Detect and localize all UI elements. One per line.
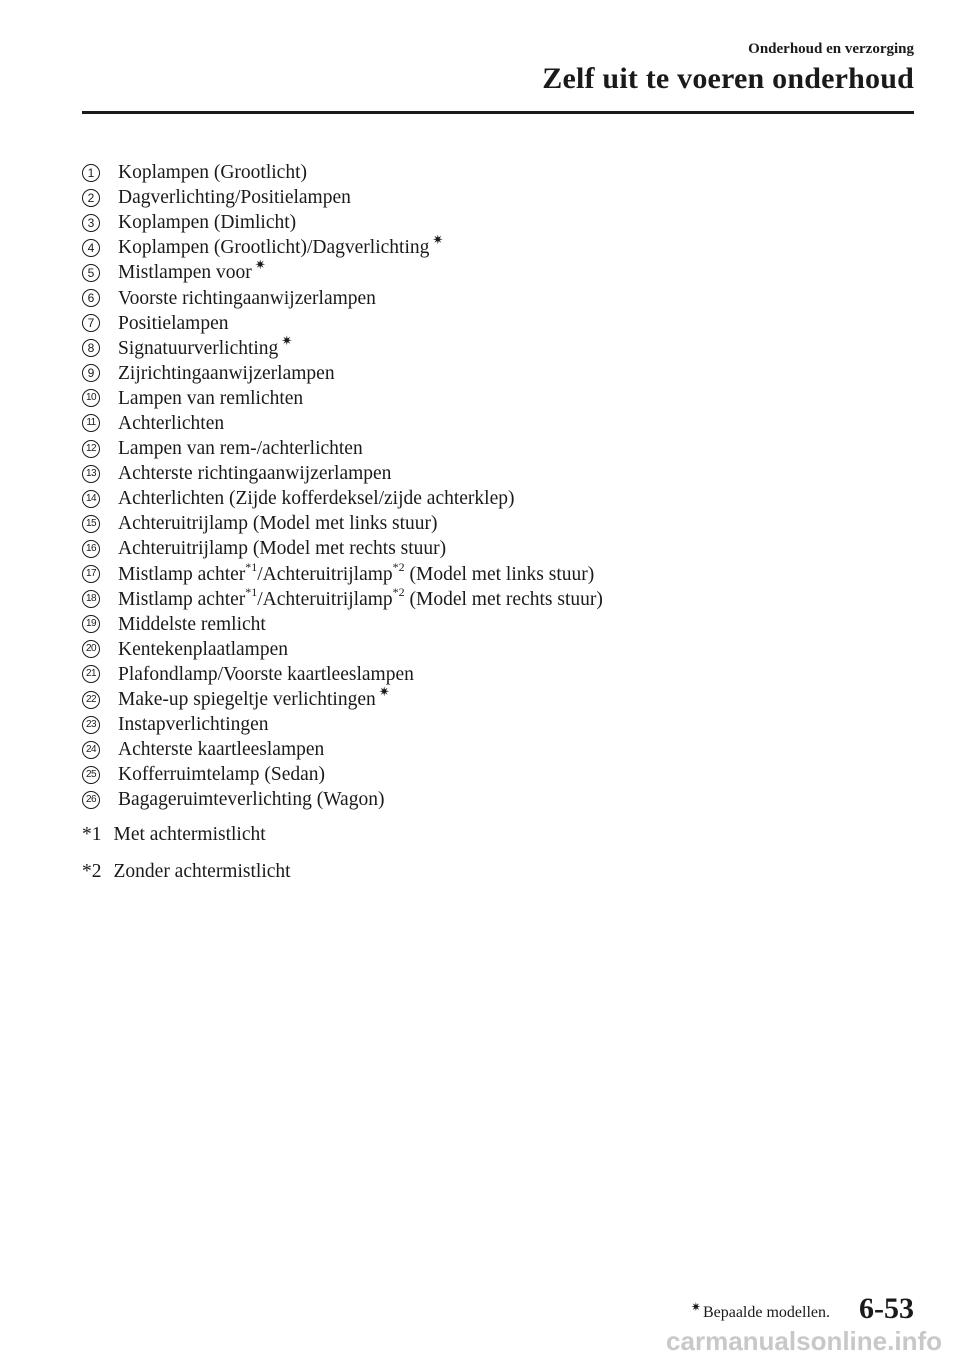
legend-item-label: [118, 662, 414, 687]
legend-item: [82, 687, 603, 712]
legend-item: [82, 461, 603, 486]
legend-item: [82, 762, 603, 787]
legend-item: [82, 260, 603, 285]
circled-number-icon: 13: [82, 465, 100, 483]
legend-item: [82, 386, 603, 411]
legend-item-text: Positielampen: [118, 312, 229, 334]
legend-item-label: [118, 486, 515, 511]
asterisk-icon: ✷: [254, 258, 266, 274]
asterisk-icon: ✷: [378, 685, 390, 701]
legend-item-label: [118, 511, 438, 536]
legend-item: [82, 160, 603, 185]
legend-item-text: Achterlichten (Zijde kofferdeksel/zijde achterklep): [118, 488, 515, 510]
footnote-key: *1: [82, 824, 102, 845]
legend-item: [82, 436, 603, 461]
circled-number-icon: 3: [82, 214, 100, 232]
legend-item: [82, 536, 603, 561]
circled-number-icon: 18: [82, 590, 100, 608]
legend-item-label: [118, 436, 363, 461]
footnote-marker: *1: [245, 559, 258, 574]
legend-item-text: Achterste richtingaanwijzerlampen: [118, 463, 392, 485]
circled-number-icon: 21: [82, 665, 100, 683]
footnote-text: Met achtermistlicht: [113, 824, 266, 845]
legend-item-text: Lampen van remlichten: [118, 387, 304, 409]
circled-number-icon: 5: [82, 264, 100, 282]
legend-item-text: Mistlamp achter: [118, 588, 246, 610]
circled-number-icon: 6: [82, 289, 100, 307]
circled-number-icon: 15: [82, 515, 100, 533]
legend-item-label: [118, 311, 229, 336]
legend-item-label: [118, 536, 446, 561]
footnote-text: Zonder achtermistlicht: [113, 861, 291, 882]
circled-number-icon: 25: [82, 766, 100, 784]
legend-item-text: Mistlamp achter: [118, 563, 246, 585]
circled-number-icon: 17: [82, 565, 100, 583]
legend-item-label: [118, 737, 324, 762]
legend-item-text: Instapverlichtingen: [118, 714, 269, 736]
legend-item-label: [118, 160, 307, 185]
footnote-key: *2: [82, 861, 102, 882]
circled-number-icon: 8: [82, 339, 100, 357]
legend-item-text: Kentekenplaatlampen: [118, 638, 289, 660]
circled-number-icon: 9: [82, 364, 100, 382]
legend-item: [82, 285, 603, 310]
asterisk-icon: ✷: [281, 333, 293, 349]
legend-item-label: [118, 210, 296, 235]
legend-item-text: /Achteruitrijlamp: [257, 588, 393, 610]
asterisk-icon: ✷: [432, 233, 444, 249]
legend-item: [82, 559, 603, 587]
legend-item: [82, 235, 603, 260]
legend-item-text: Voorste richtingaanwijzerlampen: [118, 287, 376, 309]
page-header: [80, 40, 914, 96]
legend-item: [82, 361, 603, 386]
legend-item-text: (Model met links stuur): [404, 563, 595, 585]
legend-item-text: Koplampen (Grootlicht): [118, 162, 307, 184]
circled-number-icon: 10: [82, 389, 100, 407]
legend-item-label: [118, 584, 603, 612]
header-divider: [82, 111, 914, 114]
circled-number-icon: 7: [82, 314, 100, 332]
footnote-marker: *1: [245, 584, 258, 599]
section-title: Onderhoud en verzorging: [748, 41, 914, 57]
legend-item-text: Achterste kaartleeslampen: [118, 739, 325, 761]
legend-item: [82, 333, 603, 361]
legend-item-text: Bagageruimteverlichting (Wagon): [118, 789, 385, 811]
legend-item-label: [118, 333, 293, 361]
legend-item-text: Make-up spiegeltje verlichtingen: [118, 689, 376, 711]
legend-item-text: Signatuurverlichting: [118, 337, 279, 359]
legend-item-text: Koplampen (Dimlicht): [118, 212, 297, 234]
circled-number-icon: 14: [82, 490, 100, 508]
legend-item: [82, 486, 603, 511]
circled-number-icon: 26: [82, 791, 100, 809]
footnote: [82, 820, 291, 857]
legend-item-label: [118, 787, 384, 812]
legend-item-text: (Model met rechts stuur): [404, 588, 603, 610]
legend-item-label: [118, 762, 325, 787]
footnotes: [82, 820, 291, 894]
circled-number-icon: 4: [82, 239, 100, 257]
legend-item-label: [118, 637, 288, 662]
footer-note: [690, 1300, 830, 1322]
circled-number-icon: 2: [82, 189, 100, 207]
legend-item-text: Achterlichten: [118, 412, 225, 434]
footnote-marker: *2: [392, 584, 405, 599]
legend-item: [82, 210, 603, 235]
legend-item: [82, 737, 603, 762]
legend-item-text: Dagverlichting/Positielampen: [118, 187, 351, 209]
legend-item: [82, 185, 603, 210]
legend-item-label: [118, 185, 351, 210]
page-number: 6-53: [859, 1292, 914, 1325]
legend-item: [82, 637, 603, 662]
legend-item-text: Kofferruimtelamp (Sedan): [118, 764, 326, 786]
circled-number-icon: 22: [82, 691, 100, 709]
legend-item-text: Middelste remlicht: [118, 613, 266, 635]
legend-item-label: [118, 712, 269, 737]
legend-item-label: [118, 461, 391, 486]
legend-item-label: [118, 235, 443, 260]
legend-item-text: Lampen van rem-/achterlichten: [118, 438, 363, 460]
legend-item-label: [118, 687, 390, 712]
legend-item-label: [118, 361, 335, 386]
legend-item-label: [118, 559, 595, 587]
legend-item: [82, 712, 603, 737]
legend-item-label: [118, 260, 266, 285]
legend-item-text: Achteruitrijlamp (Model met rechts stuur): [118, 538, 447, 560]
page-title: Zelf uit te voeren onderhoud: [542, 62, 914, 95]
legend-item: [82, 411, 603, 436]
legend-item: [82, 584, 603, 612]
footnote: [82, 857, 291, 894]
legend-item: [82, 511, 603, 536]
legend-item: [82, 787, 603, 812]
circled-number-icon: 12: [82, 440, 100, 458]
legend-item-text: /Achteruitrijlamp: [257, 563, 393, 585]
footnote-marker: *2: [392, 559, 405, 574]
legend-item-label: [118, 612, 266, 637]
watermark: carmanualsonline.info: [666, 1326, 942, 1356]
legend-item-text: Mistlampen voor: [118, 262, 252, 284]
legend-item: [82, 311, 603, 336]
asterisk-icon: ✷: [690, 1300, 701, 1314]
circled-number-icon: 16: [82, 540, 100, 558]
circled-number-icon: 23: [82, 716, 100, 734]
circled-number-icon: 1: [82, 164, 100, 182]
legend-item-text: Zijrichtingaanwijzerlampen: [118, 362, 335, 384]
legend-item-label: [118, 286, 376, 311]
legend-item-text: Achteruitrijlamp (Model met links stuur): [118, 513, 438, 535]
legend-item-label: [118, 386, 303, 411]
circled-number-icon: 11: [82, 414, 100, 432]
legend-item-text: Plafondlamp/Voorste kaartleeslampen: [118, 663, 414, 685]
footer-note-text: Bepaalde modellen.: [702, 1304, 830, 1321]
circled-number-icon: 20: [82, 640, 100, 658]
lamp-legend-list: [82, 160, 603, 812]
circled-number-icon: 19: [82, 615, 100, 633]
legend-item-label: [118, 411, 224, 436]
legend-item: [82, 612, 603, 637]
legend-item: [82, 662, 603, 687]
circled-number-icon: 24: [82, 741, 100, 759]
legend-item-text: Koplampen (Grootlicht)/Dagverlichting: [118, 237, 430, 259]
